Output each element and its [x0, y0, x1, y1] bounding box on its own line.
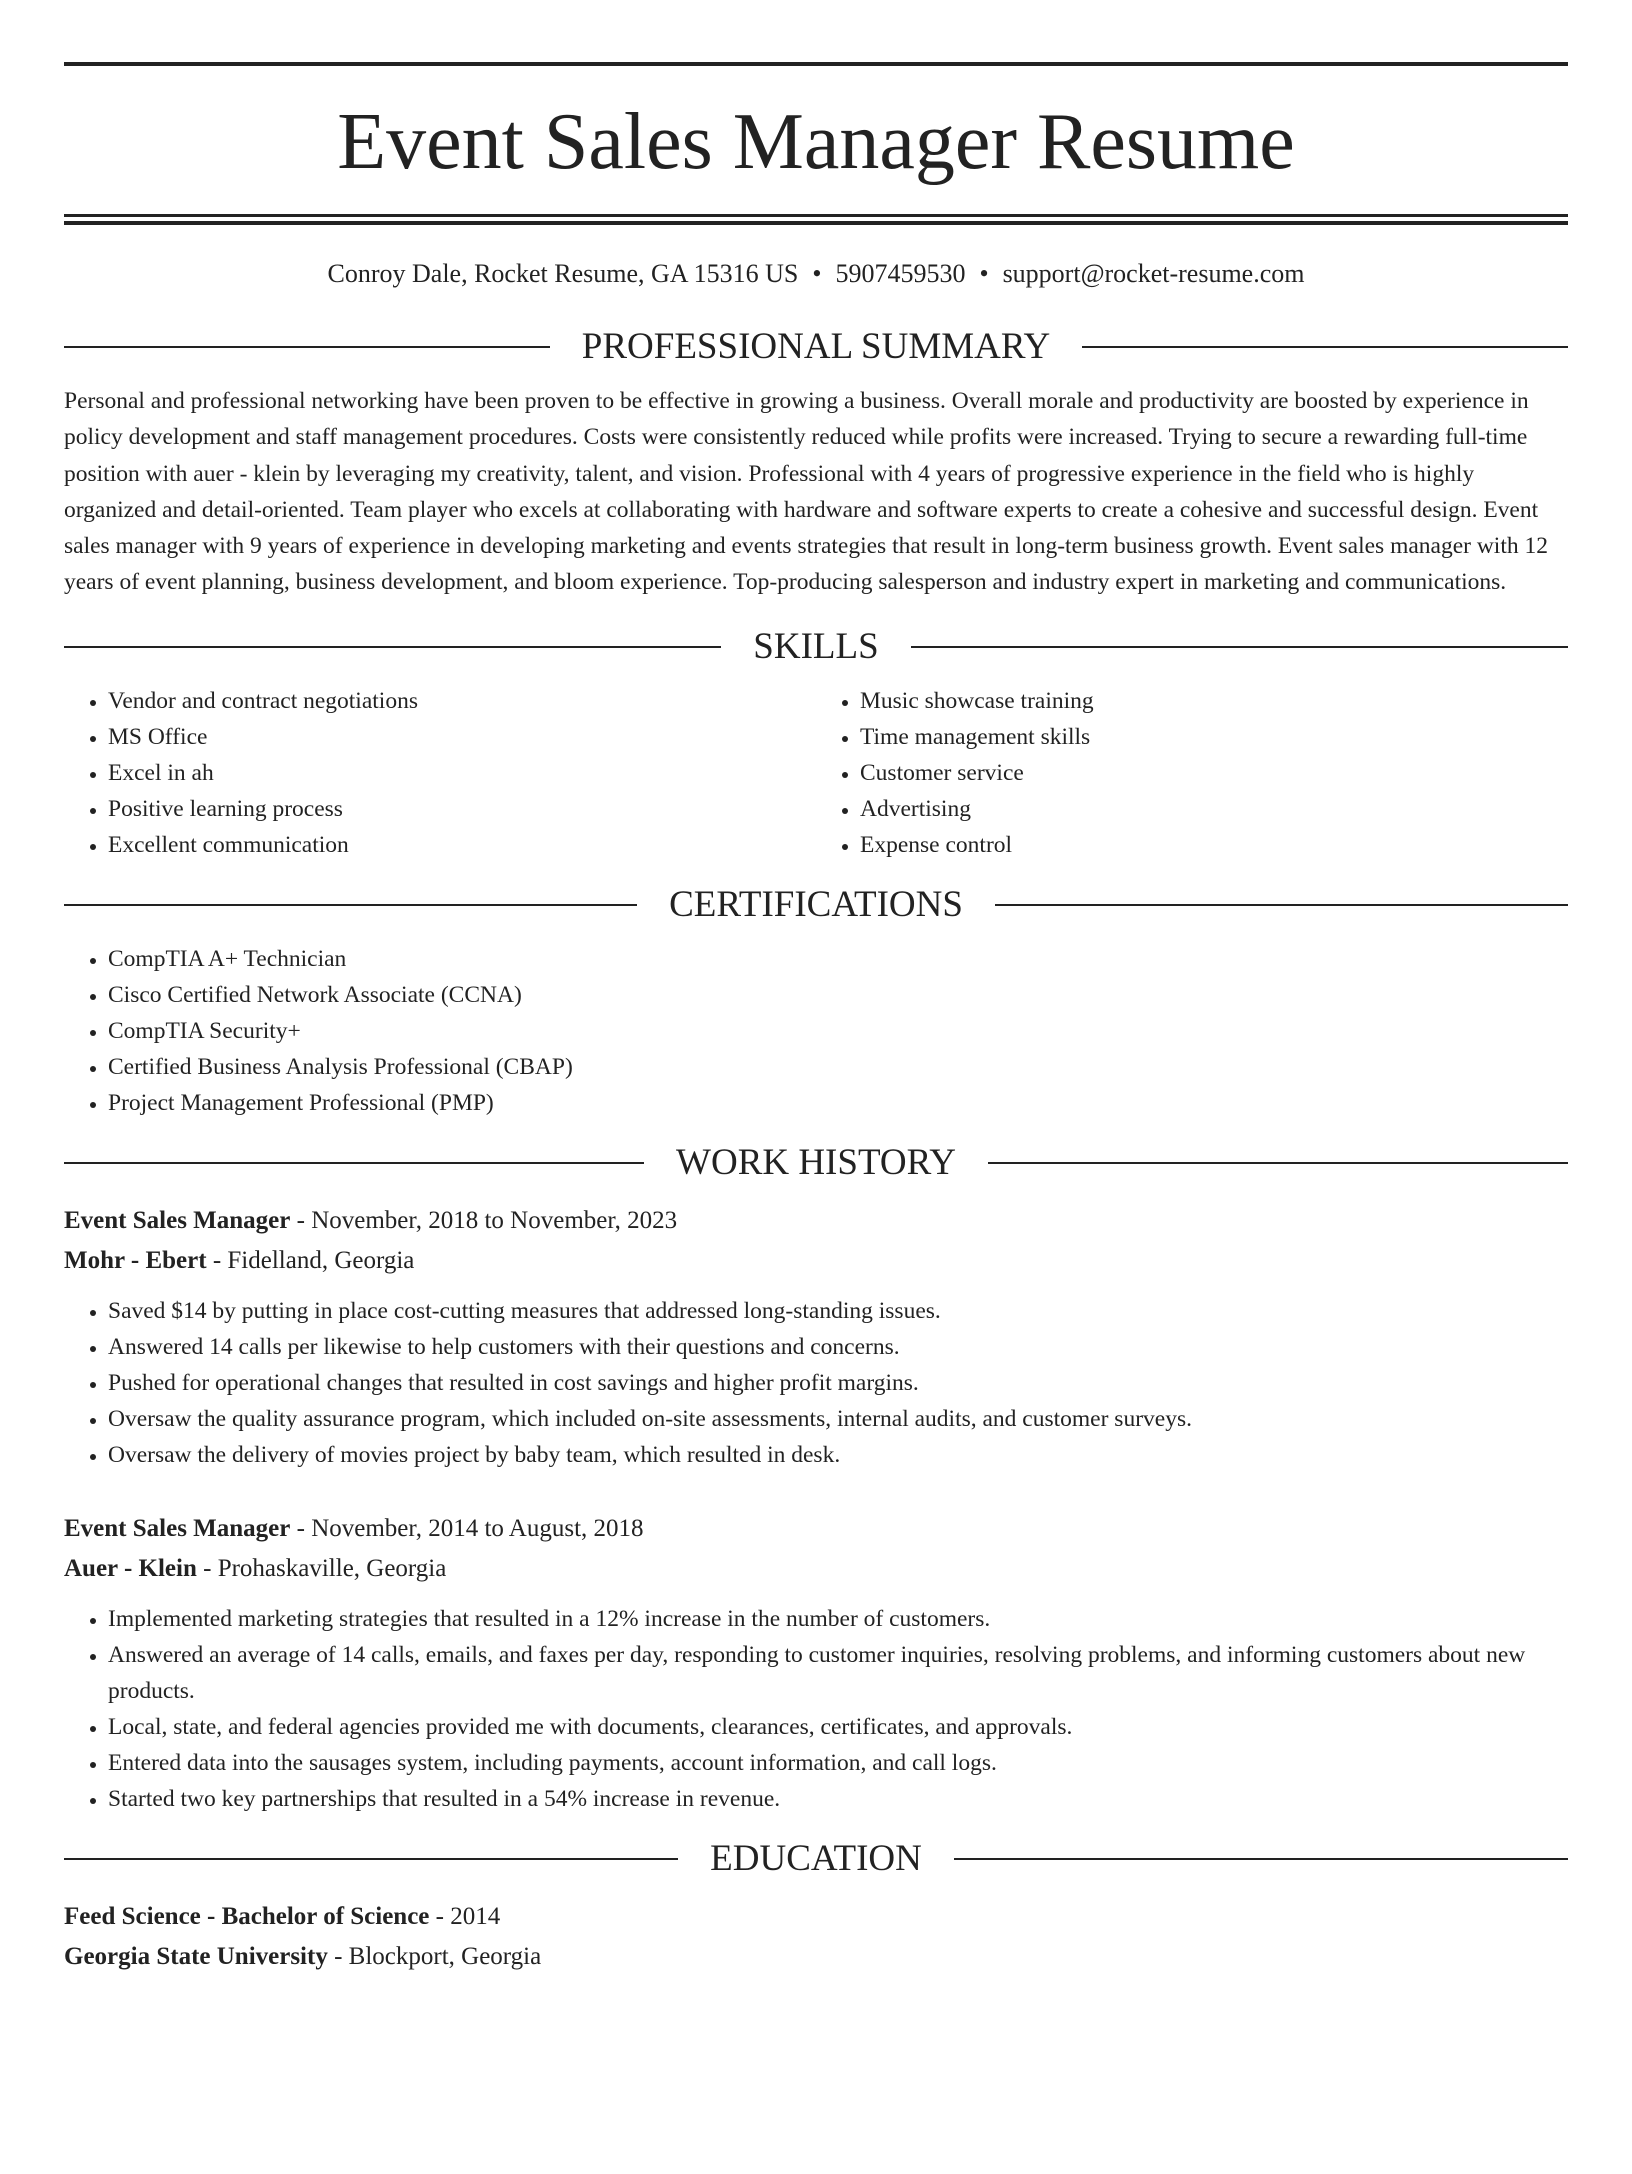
heading-rule: [1082, 346, 1568, 348]
title-double-rule: [64, 214, 1568, 225]
education-year: - 2014: [429, 1902, 501, 1930]
list-item: • Oversaw the quality assurance program, which included on-site assessments, internal audits, and customer surveys.: [108, 1401, 1568, 1437]
list-item: • Saved $14 by putting in place cost-cutting measures that addressed long-standing issues.: [108, 1293, 1568, 1329]
skills-column-left: [64, 683, 816, 863]
list-item: • Implemented marketing strategies that resulted in a 12% increase in the number of customers.: [108, 1601, 1568, 1637]
certifications-block: [64, 941, 1568, 1121]
education-degree: Feed Science - Bachelor of Science: [64, 1902, 430, 1930]
job-location: - Prohaskaville, Georgia: [196, 1554, 447, 1582]
job-bullets: [64, 1293, 1568, 1473]
education-location: - Blockport, Georgia: [327, 1942, 542, 1970]
heading-rule: [64, 1162, 644, 1164]
contact-separator: •: [812, 259, 822, 288]
education-entry: [64, 1897, 1568, 1977]
job-title: Event Sales Manager: [64, 1206, 291, 1234]
summary-paragraph: Personal and professional networking have been proven to be effective in growing a business. Overall morale and productivity are boosted by experience in policy development and staff management procedures. Costs were consistently reduced while profits were increased. Trying to secure a rewarding full-time position with auer - klein by leveraging my creativity, talent, and vision. Professional with 4 years of progressive experience in the field who is highly organized and detail-oriented. Team player who excels at collaborating with hardware and software experts to create a cohesive and successful design. Event sales manager with 9 years of experience in developing marketing and events strategies that result in long-term business growth. Event sales manager with 12 years of event planning, business development, and bloom experience. Top-producing salesperson and industry expert in marketing and communications.: [64, 388, 1548, 596]
resume-title: Event Sales Manager Resume: [337, 98, 1295, 186]
skills-grid: [64, 683, 1568, 863]
certifications-list: [64, 941, 1568, 1121]
job-company: Mohr - Ebert: [64, 1246, 207, 1274]
job-title: Event Sales Manager: [64, 1514, 291, 1542]
section-title: EDUCATION: [710, 1837, 922, 1879]
heading-rule: [988, 1162, 1568, 1164]
heading-rule: [64, 346, 550, 348]
section-heading-summary: [64, 325, 1568, 369]
section-title: PROFESSIONAL SUMMARY: [581, 326, 1051, 367]
job-location: - Fidelland, Georgia: [206, 1246, 415, 1274]
contact-phone: 5907459530: [835, 259, 966, 288]
resume-page: [0, 62, 1632, 2174]
job-company-line: [64, 1549, 1568, 1589]
list-item: • Entered data into the sausages system, including payments, account information, and call logs.: [108, 1745, 1568, 1781]
list-item: • Excel in ah: [108, 755, 816, 791]
list-item: • Advertising: [860, 791, 1568, 827]
section-title: SKILLS: [753, 625, 879, 667]
heading-rule: [64, 1858, 678, 1860]
heading-rule: [64, 904, 637, 906]
job-title-line: [64, 1201, 1568, 1241]
section-heading-work: [64, 1141, 1568, 1185]
list-item: • Certified Business Analysis Professional (CBAP): [108, 1049, 1568, 1085]
section-heading-certifications: [64, 883, 1568, 927]
heading-rule: [995, 904, 1568, 906]
list-item: • Project Management Professional (PMP): [108, 1085, 1568, 1121]
list-item: • Pushed for operational changes that resulted in cost savings and higher profit margins.: [108, 1365, 1568, 1401]
job-entry: [64, 1509, 1568, 1817]
list-item: • MS Office: [108, 719, 816, 755]
skills-list-right: [816, 683, 1568, 863]
list-item: • Vendor and contract negotiations: [108, 683, 816, 719]
list-item: • Excellent communication: [108, 827, 816, 863]
education-school: Georgia State University: [64, 1942, 328, 1970]
job-company: Auer - Klein: [64, 1554, 197, 1582]
skills-list-left: [64, 683, 816, 863]
job-dates: - November, 2018 to November, 2023: [290, 1206, 678, 1234]
list-item: • Cisco Certified Network Associate (CCNA): [108, 977, 1568, 1013]
list-item: • Started two key partnerships that resulted in a 54% increase in revenue.: [108, 1781, 1568, 1817]
job-company-line: [64, 1241, 1568, 1281]
section-heading-skills: [64, 625, 1568, 669]
contact-address: Conroy Dale, Rocket Resume, GA 15316 US: [327, 259, 799, 288]
heading-rule: [911, 646, 1568, 648]
contact-separator: •: [979, 259, 989, 288]
section-title: CERTIFICATIONS: [669, 883, 963, 925]
section-title: WORK HISTORY: [676, 1141, 956, 1183]
job-dates: - November, 2014 to August, 2018: [290, 1514, 644, 1542]
list-item: • Time management skills: [860, 719, 1568, 755]
list-item: • Local, state, and federal agencies provided me with documents, clearances, certificates, and approvals.: [108, 1709, 1568, 1745]
list-item: • Music showcase training: [860, 683, 1568, 719]
contact-line: [64, 257, 1568, 291]
job-entry: [64, 1201, 1568, 1473]
job-title-line: [64, 1509, 1568, 1549]
top-rule: [64, 62, 1568, 66]
list-item: • Answered an average of 14 calls, emails, and faxes per day, responding to customer inquiries, resolving problems, and informing customers about new products.: [108, 1637, 1568, 1709]
job-bullets: [64, 1601, 1568, 1817]
list-item: • Answered 14 calls per likewise to help customers with their questions and concerns.: [108, 1329, 1568, 1365]
list-item: • CompTIA A+ Technician: [108, 941, 1568, 977]
list-item: • Customer service: [860, 755, 1568, 791]
list-item: • Expense control: [860, 827, 1568, 863]
list-item: • CompTIA Security+: [108, 1013, 1568, 1049]
section-heading-education: [64, 1837, 1568, 1881]
education-degree-line: [64, 1897, 1568, 1937]
skills-column-right: [816, 683, 1568, 863]
heading-rule: [954, 1858, 1568, 1860]
list-item: • Positive learning process: [108, 791, 816, 827]
list-item: • Oversaw the delivery of movies project by baby team, which resulted in desk.: [108, 1437, 1568, 1473]
education-school-line: [64, 1937, 1568, 1977]
heading-rule: [64, 646, 721, 648]
contact-email: support@rocket-resume.com: [1002, 259, 1305, 288]
